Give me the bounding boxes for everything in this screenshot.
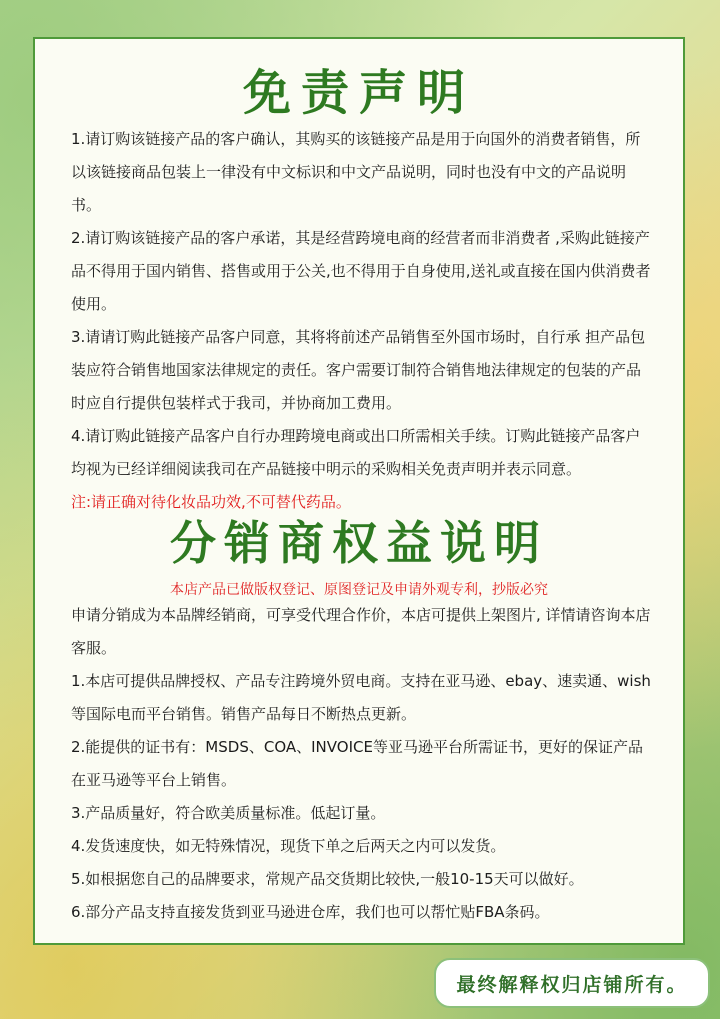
distributor-paragraph-1: 1.本店可提供品牌授权、产品专注跨境外贸电商。支持在亚马逊、ebay、速卖通、wish等国际电而平台销售。销售产品每日不断热点更新。	[71, 672, 651, 723]
distributor-paragraph-2: 2.能提供的证书有：MSDS、COA、INVOICE等亚马逊平台所需证书，更好的保证产品在亚马逊等平台上销售。	[71, 738, 643, 789]
cosmetics-note: 注:请正确对待化妆品功效,不可替代药品。	[71, 493, 351, 511]
distributor-paragraph-4: 4.发货速度快，如无特殊情况，现货下单之后两天之内可以发货。	[71, 837, 506, 855]
disclaimer-paragraph-3: 3.请请订购此链接产品客户同意，其将将前述产品销售至外国市场时，自行承 担产品包装应符合销售地国家法律规定的责任。客户需要订制符合销售地法律规定的包装的产品时应自行提供包装样式于我司，并协商加工费用。	[71, 328, 646, 412]
distributor-paragraph-5: 5.如根据您自己的品牌要求，常规产品交货期比较快,一般10-15天可以做好。	[71, 870, 584, 888]
copyright-notice: 本店产品已做版权登记、原图登记及申请外观专利，抄版必究	[170, 582, 548, 598]
disclaimer-paragraph-1: 1.请订购该链接产品的客户确认，其购买的该链接产品是用于向国外的消费者销售，所以该链接商品包装上一律没有中文标识和中文产品说明，同时也没有中文的产品说明书。	[71, 130, 641, 214]
distributor-body	[71, 599, 651, 929]
distributor-title: 分销商权益说明	[170, 516, 548, 570]
content-panel	[33, 37, 685, 945]
final-interpretation-badge: 最终解释权归店铺所有。	[434, 958, 710, 1008]
disclaimer-paragraph-4: 4.请订购此链接产品客户自行办理跨境电商或出口所需相关手续。订购此链接产品客户均视为已经详细阅读我司在产品链接中明示的采购相关免责声明并表示同意。	[71, 427, 641, 478]
distributor-intro: 申请分销成为本品牌经销商，可享受代理合作价，本店可提供上架图片, 详情请咨询本店客服。	[71, 606, 651, 657]
disclaimer-body	[71, 123, 651, 519]
disclaimer-paragraph-2: 2.请订购该链接产品的客户承诺，其是经营跨境电商的经营者而非消费者 ,采购此链接产品不得用于国内销售、搭售或用于公关,也不得用于自身使用,送礼或直接在国内供消费者使用。	[71, 229, 651, 313]
distributor-paragraph-6: 6.部分产品支持直接发货到亚马逊进仓库，我们也可以帮忙贴FBA条码。	[71, 903, 550, 921]
disclaimer-title: 免责声明	[242, 65, 475, 121]
distributor-paragraph-3: 3.产品质量好，符合欧美质量标准。低起订量。	[71, 804, 386, 822]
